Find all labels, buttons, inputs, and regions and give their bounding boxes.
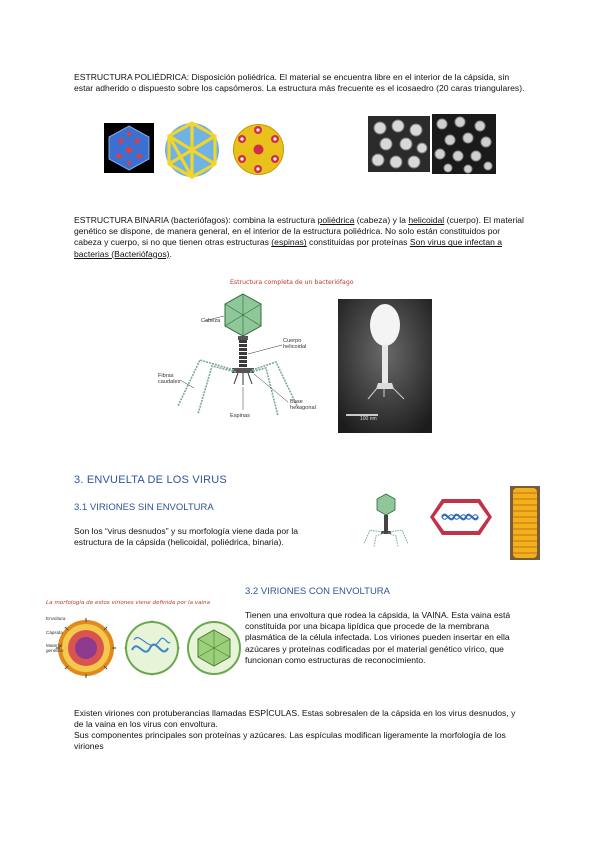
binary-link-bacteriophages: Son virus que infectan a bacterias (Bacteriófagos) <box>74 237 503 259</box>
binary-link-polyhedral: poliédrica <box>317 215 355 225</box>
binary-paragraph <box>74 215 526 260</box>
enveloped-label-capsid: Cápsida <box>46 630 63 635</box>
section-3-1-text: Son los “virus desnudos” y su morfología viene dada por la estructura de la cápsida (helicoidal, poliédrica, binaria). <box>74 526 299 548</box>
naked-virion-bacteriophage <box>362 492 410 548</box>
micrograph-scale-label: 100 nm <box>360 416 377 422</box>
binary-text-2: (cabeza) y la <box>354 215 409 225</box>
enveloped-label-genetic-material: Material genético <box>46 643 64 653</box>
section-3-2-heading: 3.2 VIRIONES CON ENVOLTURA <box>245 586 390 597</box>
naked-virion-helical <box>428 497 494 537</box>
binary-link-spines: (espinas) <box>271 237 307 248</box>
section-3-2-text: Tienen una envoltura que rodea la cápsida, la VAINA. Esta vaina está constituida por una bicapa lipídica que procede de la membrana plasmática de la célula infectada. Los viriones pueden insertar en ella azúcares y proteínas codificadas por el material genético vírico, que funcionan como estructuras de reconocimiento. <box>245 610 511 665</box>
closing-paragraph-2: Sus componentes principales son proteínas y azúcares. Las espículas modifican ligeramente la morfología de los viriones <box>74 730 506 752</box>
binary-text-3: (cuerpo). El material genético se dispone, de manera general, en el interior de la estructura poliédrica. No solo están constituidos por cabeza y cuerpo, si no que tienen otras estructuras <box>74 215 524 248</box>
naked-virion-rod <box>510 486 540 560</box>
icosahedron-model-yellow <box>163 121 221 179</box>
micrograph-polyhedral-virions-2 <box>432 114 496 174</box>
label-spines: Espinas <box>230 413 250 419</box>
label-head: Cabeza <box>201 318 221 324</box>
section-3-1-heading: 3.1 VIRIONES SIN ENVOLTURA <box>74 502 214 513</box>
icosahedron-model-blue <box>104 123 154 173</box>
section-3-heading: 3. ENVUELTA DE LOS VIRUS <box>74 474 227 486</box>
enveloped-figure-caption: La morfología de estos viriones viene definida por la vaina <box>46 600 211 606</box>
closing-paragraph-1: Existen viriones con protuberancias llamadas ESPÍCULAS. Estas sobresalen de la cápsida en los virus desnudos, y de la vaina en los virus con envoltura. <box>74 708 516 730</box>
binary-link-helical: helicoidal <box>408 215 445 225</box>
binary-text-5: . <box>169 248 172 259</box>
binary-text-4: constituidas por proteínas <box>306 237 410 248</box>
enveloped-virions-figure <box>46 610 242 688</box>
bacteriophage-micrograph <box>338 299 432 433</box>
polyhedral-paragraph <box>74 72 526 94</box>
polyhedral-text: Disposición poliédrica. El material se encuentra libre en el interior de la cápsida, sin estar adherido o dispuesto sobre los capsómeros. La estructura más frecuente es el icosaedro (20 caras triangulares). <box>74 72 525 94</box>
micrograph-polyhedral-virions-1 <box>368 116 430 172</box>
icosahedron-model-red <box>231 122 286 177</box>
label-helical-body: Cuerpo helicoidal <box>283 338 307 350</box>
polyhedral-heading: ESTRUCTURA POLIÉDRICA: <box>74 72 190 82</box>
enveloped-label-envelope: Envoltura <box>46 616 66 621</box>
binary-text-1: ESTRUCTURA BINARIA (bacteriófagos): combina la estructura <box>74 215 318 225</box>
bacteriophage-figure-title: Estructura completa de un bacteriófago <box>230 279 354 286</box>
label-tail-fibers: Fibras caudales <box>158 373 181 385</box>
label-hexagonal-base: Base hexagonal <box>290 399 316 411</box>
